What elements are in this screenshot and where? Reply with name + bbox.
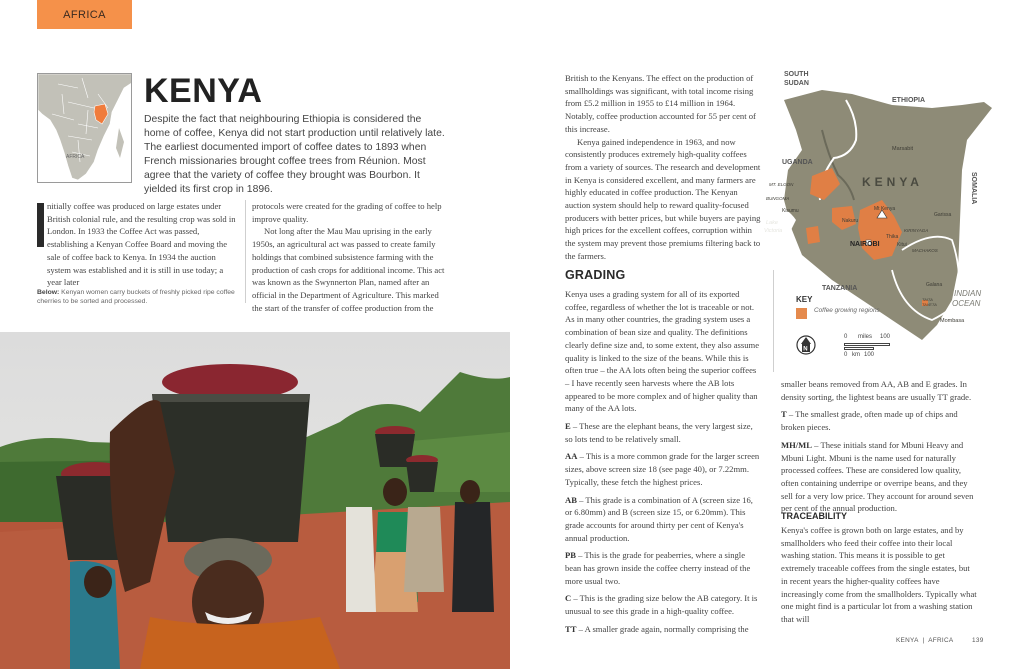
svg-text:TAVETA: TAVETA [922,302,937,307]
grade-item-pb: PB – This is the grade for peaberries, where a single bean has grown inside the coffee cherry instead of the more usual two. [565,550,751,586]
body-column-4 [781,378,977,515]
svg-text:Galana: Galana [926,282,943,288]
svg-text:Mombasa: Mombasa [940,318,965,324]
grading-section [565,288,761,636]
svg-text:OCEAN: OCEAN [952,299,981,308]
page-title: KENYA [144,72,263,110]
svg-text:SUDAN: SUDAN [784,80,809,87]
running-footer: KENYA | AFRICA [896,637,954,644]
grade-item-c: C – This is the grading size below the AB category. It is unusual to see this grade in a high-quality coffee. [565,593,758,617]
caption-text: Kenyan women carry buckets of freshly picked ripe coffee cherries to be sorted and processed. [37,289,235,305]
traceability-section [781,524,977,626]
photo-caption [37,288,237,306]
column-divider [245,200,246,303]
svg-text:BUNGOMA: BUNGOMA [766,196,790,201]
svg-text:TANZANIA: TANZANIA [822,285,858,292]
svg-text:Marsabit: Marsabit [892,146,914,152]
north-arrow-icon [796,335,816,355]
svg-text:ETHIOPIA: ETHIOPIA [892,97,926,104]
svg-text:SOMALIA: SOMALIA [970,172,977,205]
grade-item-aa: AA – This is a more common grade for the larger screen sizes, above screen size 18 (see page 40), or 7.22mm. Typically, these fetch the highest prices. [565,451,760,487]
body-paragraph: nitially coffee was produced on large estates under British colonial rule, and the resulting crop was sold in London. In 1933 the Coffee Act was passed, establishing a Kenyan Coffee Board and moving the sale of coffee back to Kenya. In 1934 the auction system was established and it is still in use today; a year later [47,201,236,288]
svg-text:Thika: Thika [886,234,899,240]
svg-text:TAITA: TAITA [922,297,933,302]
coffee-region-swatch-icon [796,308,807,319]
grade-tt-continued: smaller beans removed from AA, AB and E grades. In density sorting, the lightest beans are usually TT grade. [781,379,972,402]
intro-paragraph: Despite the fact that neighbouring Ethiopia is considered the home of coffee, Kenya did not start production until relatively late. The earliest documented import of coffee dates to 1893 when French missionaries brought coffee trees from Réunion. Most agree that the variety of coffee they brought was Bourbon. It yielded its first crop in 1896. [144,114,445,196]
africa-map-icon [38,74,132,183]
svg-text:AFRICA: AFRICA [66,154,85,160]
body-column-1 [37,200,237,289]
svg-text:SOUTH: SOUTH [784,71,809,78]
svg-text:Lake: Lake [766,220,778,226]
grading-heading: GRADING [565,268,626,282]
svg-text:KIRINYAGA: KIRINYAGA [904,228,929,233]
svg-text:NAIROBI: NAIROBI [850,241,880,248]
svg-text:Kisumu: Kisumu [782,208,799,214]
kenya-map-image [762,60,1020,370]
africa-locator-map [37,73,132,183]
svg-text:Garissa: Garissa [934,212,952,218]
key-label: Coffee growing regions [814,307,880,314]
grade-item-mh-ml: MH/ML – These initials stand for Mbuni Heavy and Mbuni Light. Mbuni is the name used for naturally processed coffees. These are considered low quality, often containing underripe or overripe beans, and they sell for a very low price. They account for around seven per cent of the annual production. [781,439,974,514]
grade-item-ab: AB – This grade is a combination of A (screen size 16, or 6.80mm) and B (screen size 15, or 6.20mm). This grade accounts for around thirty per cent of Kenya's annual production. [565,494,753,543]
body-column-3 [565,72,761,263]
body-column-2 [252,200,450,314]
grading-intro: Kenya uses a grading system for all of its exported coffee, regardless of whether the lot is traceable or not. As in many other countries, the grading system uses a combination of bean size and quality. The definitions clearly define size and, to some extent, they also assume quality is linked to the size of the beans. While this is often true – the AA lots often being the superior coffees – I have recently seen harvests where the AB lots appeared to be more complex and of higher quality than many of the AA lots. [565,289,760,414]
svg-text:UGANDA: UGANDA [782,159,813,166]
section-tab [37,0,132,29]
body-paragraph: protocols were created for the grading of coffee to help improve quality. [252,201,442,224]
svg-text:N: N [803,346,808,353]
grade-item-t: T – The smallest grade, often made up of chips and broken pieces. [781,409,958,433]
svg-text:Victoria: Victoria [764,228,783,234]
svg-text:Mt Kenya: Mt Kenya [874,206,896,212]
page-number: 139 [972,637,984,644]
svg-text:Kitui: Kitui [897,242,907,248]
map-scale-bar: 0 miles 100 0 km 100 [844,334,891,358]
grade-item-e: E – These are the elephant beans, the very largest size, so lots tend to be relatively small. [565,421,753,444]
kenya-coffee-map [762,60,1020,370]
traceability-heading: TRACEABILITY [781,511,847,521]
svg-text:Nakuru: Nakuru [842,218,859,224]
grade-item-tt: TT – A smaller grade again, normally comprising the [565,623,749,634]
section-tab-label: AFRICA [63,8,106,21]
caption-lead: Below: [37,289,60,296]
map-key [796,295,880,314]
key-title: KEY [796,295,813,304]
traceability-text: Kenya's coffee is grown both on large estates, and by smallholders who feed their coffee into their local washing station. This means it is possible to get extremely traceable coffees from the single estates, but in recent years the higher-quality coffees have increasingly come from the smallholders. Typically what one might find is a particular lot from a washing station that will [781,525,977,624]
body-paragraph: British to the Kenyans. The effect on the production of smallholdings was significant, with total income rising from £5.2 million in 1955 to £14 million in 1964. Notably, coffee production accounted for 55 per cent of this increase. [565,73,756,134]
svg-text:MACHAKOS: MACHAKOS [912,248,938,253]
body-paragraph: Kenya gained independence in 1963, and now consistently produces extremely high-quality coffees from a variety of sources. The research and development in Kenya is considered excellent, and many farmers are highly educated in coffee production. The Kenyan auction system should help to reward quality-focused producers with better prices, but while buyers are paying high prices for the excellent coffees, corruption within the system may prevent those premiums filtering back to the farmers. [565,136,761,261]
svg-text:MT. ELGON: MT. ELGON [769,182,794,187]
svg-text:KENYA: KENYA [862,175,923,189]
photo-image [0,332,510,669]
svg-text:INDIAN: INDIAN [954,289,982,298]
body-paragraph: Not long after the Mau Mau uprising in the early 1950s, an agricultural act was passed to create family holdings that combined subsistence farming with the production of cash crops for additional income. This act was known as the Swynnerton Plan, named after an official in the Department of Agriculture. This marked the start of the transfer of coffee production from the [252,226,445,313]
coffee-pickers-photo [0,332,510,669]
